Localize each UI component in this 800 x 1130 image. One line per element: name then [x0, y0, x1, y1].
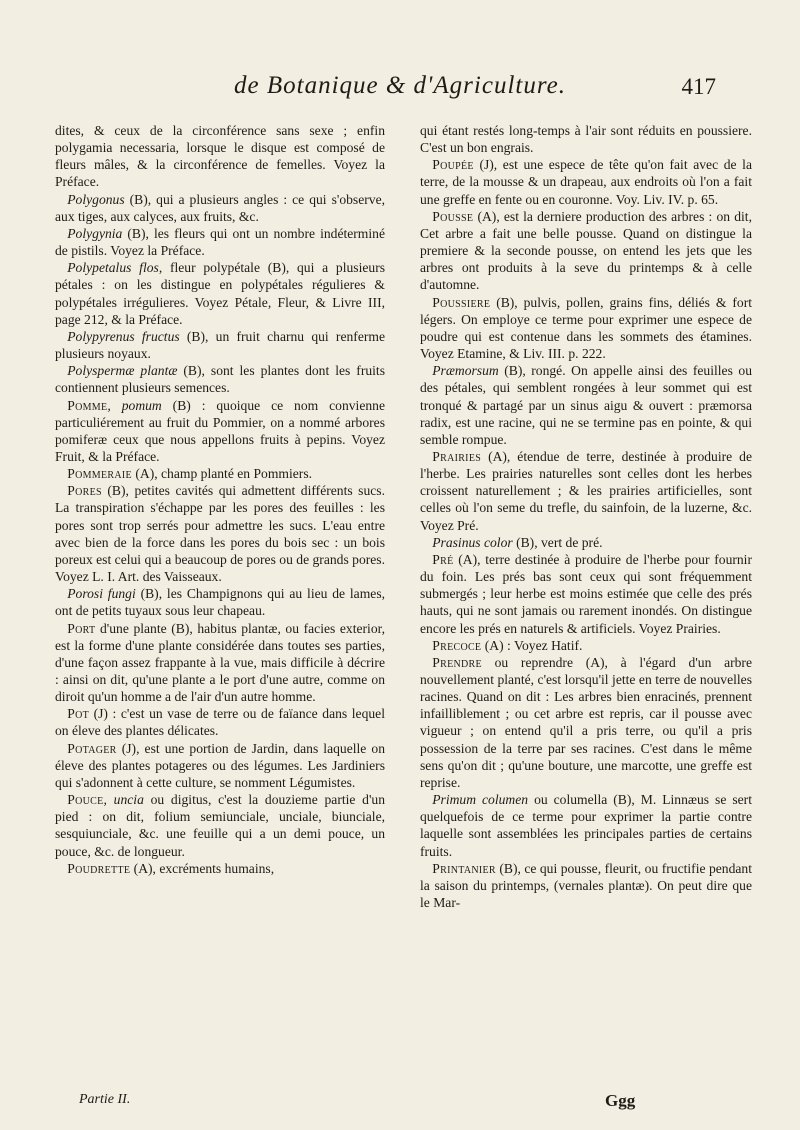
entry-headword: Poupée	[432, 157, 474, 173]
dictionary-entry	[420, 448, 752, 534]
entry-body: (J), est une espece de tête qu'on fait avec de la terre, de la mousse & un drapeau, aux endroits où l'on a fait une greffe en fente ou en couronne. Voy. Liv. IV. p. 65.	[420, 157, 752, 207]
dictionary-entry	[55, 397, 385, 466]
entry-latin-term: , uncia	[103, 792, 144, 808]
dictionary-entry	[55, 122, 385, 191]
entry-headword: Prairies	[432, 448, 482, 464]
entry-headword: Pousse	[432, 208, 474, 224]
entry-body: (A), étendue de terre, destinée à produire de l'herbe. Les prairies naturelles sont celles dont les herbes croissent naturellement ; & les prairies artificielles, sont celles où l'on seme du trefle, du sainfoin, de la luzerne, &c. Voyez Pré.	[420, 448, 752, 533]
dictionary-entry	[55, 860, 385, 877]
entry-latin-term: Polygonus	[67, 191, 125, 207]
entry-body: (B), les fleurs qui ont un nombre indéterminé de pistils. Voyez la Préface.	[55, 225, 385, 259]
entry-body: (A) : Voyez Hatif.	[481, 637, 583, 653]
entry-body: ou reprendre (A), à l'égard d'un arbre nouvellement planté, c'est lorsqu'il jette en terre de nouvelles racines. Quand on dit : Les arbres bien enracinés, prennent infailliblement ; ou cet arbre est repris, car il pousse avec vigueur ; on entend qu'il a pris terre, ou qu'il a pris possession de la terre par ses racines. C'est dans le même sens qu'on dit ; qu'une bouture, une marcotte, une greffe est reprise.	[420, 654, 752, 790]
entry-headword: Pot	[67, 706, 90, 722]
dictionary-entry	[420, 551, 752, 637]
entry-body: (B), petites cavités qui admettent différents sucs. La transpiration s'échappe par les pores des feuilles : les pores sont trop serrés pour admettre les sucs. L'eau entre avec bien de la force dans les pores du bois sec : un bois poreux est celui qui a beaucoup de pores ou de grands pores. Voyez L. I. Art. des Vaisseaux.	[55, 483, 385, 585]
dictionary-entry	[420, 294, 752, 363]
entry-body: (B), pulvis, pollen, grains fins, déliés & fort légers. On employe ce terme pour exprimer une espece de poudre qui est contenue dans les sommets des étamines. Voyez Etamine, & Liv. III. p. 222.	[420, 294, 752, 362]
entry-body: qui étant restés long-temps à l'air sont réduits en poussiere. C'est un bon engrais.	[420, 123, 752, 156]
dictionary-entry	[55, 482, 385, 585]
dictionary-entry	[420, 156, 752, 207]
entry-body: , fleur polypétale (B), qui a plusieurs pétales : on les distingue en polypétales régulieres & polypétales irrégulieres. Voyez Pétale, Fleur, & Livre III, page 212, & la Préface.	[55, 260, 386, 327]
entry-body: (B), vert de pré.	[512, 534, 603, 550]
entry-latin-term: Polyspermæ plantæ	[67, 363, 178, 379]
entry-latin-term: Polypyrenus fructus	[67, 328, 180, 344]
dictionary-entry	[420, 208, 752, 294]
entry-latin-term: Primum columen	[432, 792, 529, 808]
dictionary-entry	[420, 654, 752, 791]
entry-headword: Potager	[67, 740, 117, 756]
dictionary-entry	[55, 191, 385, 225]
dictionary-entry	[420, 860, 752, 911]
entry-body: d'une plante (B), habitus plantæ, ou facies exterior, est la forme d'une plante considérée dans toutes ses parties, d'une façon assez frappante à la vue, mais difficile à décrire : ainsi on dit, qu'une plante a le port d'une autre, comme on diroit qu'un homme a de l'air d'un autre homme.	[55, 620, 385, 705]
dictionary-entry	[55, 585, 385, 619]
entry-body: (A), terre destinée à produire de l'herbe pour fournir du foin. Les prés bas sont ceux qui sont fréquemment submergés ; leur herbe est moins estimée que celle des prés hauts, qui ne sont jamais ou rarement inondés. On distingue encore les prés en naturels & artificiels. Voyez Prairies.	[420, 551, 752, 636]
entry-headword: Prendre	[432, 654, 482, 670]
dictionary-entry	[420, 534, 752, 551]
entry-headword: Pouce	[67, 792, 104, 808]
running-header	[0, 72, 800, 112]
page-number: 417	[681, 74, 716, 99]
signature-mark: Ggg	[605, 1091, 636, 1110]
entry-headword: Pommeraie	[67, 466, 132, 482]
dictionary-entry	[55, 465, 385, 482]
entry-body: (B), qui a plusieurs angles : ce qui s'observe, aux tiges, aux calyces, aux fruits, &c.	[55, 191, 385, 224]
entry-headword: Pré	[432, 551, 454, 567]
entry-headword: Printanier	[432, 860, 496, 876]
entry-headword: Port	[67, 620, 96, 636]
entry-body: ou digitus, c'est la douzieme partie d'un pied : on dit, folium semiunciale, unciale, biunciale, sesquiunciale, &c. une feuille qui a un demi pouce, un pouce, &c. de longueur.	[55, 792, 386, 859]
entry-headword: Precoce	[432, 637, 482, 653]
entry-headword: Pomme	[67, 397, 108, 413]
entry-headword: Poudrette	[67, 860, 131, 876]
entry-body: (A), est la derniere production des arbres : on dit, Cet arbre a fait une belle pousse. Quand on distingue la premiere & la seconde pousse, on entend les jets que les arbres ont produits à la seve du printemps & à celle d'automne.	[420, 208, 752, 293]
dictionary-entry	[420, 791, 752, 860]
dictionary-entry	[55, 791, 385, 860]
entry-body: dites, & ceux de la circonférence sans sexe ; enfin polygamia necessaria, lorsque le disque est composé de fleurs mâles, & la circonférence de femelles. Voyez la Préface.	[55, 123, 385, 190]
entry-headword: Pores	[67, 483, 102, 499]
entry-body: ou columella (B), M. Linnæus se sert quelquefois de ce terme pour exprimer la partie contre laquelle sont assemblées les principales parties de certains fruits.	[420, 792, 752, 859]
dictionary-entry	[420, 122, 752, 156]
entry-body: (A), champ planté en Pommiers.	[131, 466, 313, 482]
entry-body: (B), un fruit charnu qui renferme plusieurs noyaux.	[55, 328, 385, 362]
page-title: de Botanique & d'Agriculture.	[234, 72, 566, 99]
entry-latin-term: Præmorsum	[432, 363, 499, 379]
part-label: Partie II.	[79, 1092, 131, 1107]
entry-latin-term: Prasinus color	[432, 534, 513, 550]
entry-body: (J), est une portion de Jardin, dans laquelle on éleve des plantes potageres ou des légumes. Les Jardiniers qui s'adonnent à cette culture, se nomment Légumistes.	[55, 740, 385, 790]
dictionary-entry	[420, 637, 752, 654]
dictionary-entry	[55, 328, 385, 362]
dictionary-entry	[55, 259, 385, 328]
entry-body: (J) : c'est un vase de terre ou de faïance dans lequel on éleve des plantes délicates.	[55, 706, 385, 739]
left-column	[55, 122, 385, 877]
right-column	[420, 122, 752, 911]
entry-latin-term: Porosi fungi	[67, 586, 136, 602]
entry-body: (B), les Champignons qui au lieu de lames, ont de petits tuyaux sous leur chapeau.	[55, 586, 386, 619]
dictionary-entry	[55, 225, 385, 259]
entry-body: (B) : quoique ce nom convienne particuliérement au fruit du Pommier, on a nommé arbores pomiferæ ceux que nous appellons fruits à pepins. Voyez Fruit, & la Préface.	[55, 397, 385, 464]
entry-body: (B), sont les plantes dont les fruits contiennent plusieurs semences.	[55, 363, 385, 396]
entry-body: (B), ce qui pousse, fleurit, ou fructifie pendant la saison du printemps, (vernales plantæ). On peut dire que le Mar-	[420, 860, 752, 911]
entry-latin-term: Polypetalus flos	[67, 260, 159, 276]
entry-body: (B), rongé. On appelle ainsi des feuilles ou des pétales, qui semblent rongées à leur sommet qui est tronqué & partagé par un sinus aigu & ouvert : præmorsa radix, est une racine, qui ne se termine pas en pointe, & qui semble rompue.	[420, 363, 752, 447]
dictionary-entry	[55, 362, 385, 396]
dictionary-entry	[55, 740, 385, 791]
dictionary-entry	[55, 705, 385, 739]
entry-body: (A), excréments humains,	[130, 860, 275, 876]
entry-headword: Poussiere	[432, 294, 491, 310]
entry-latin-term: , pomum	[107, 397, 162, 413]
entry-latin-term: Polygynia	[67, 225, 123, 241]
dictionary-entry	[55, 620, 385, 706]
dictionary-entry	[420, 362, 752, 448]
